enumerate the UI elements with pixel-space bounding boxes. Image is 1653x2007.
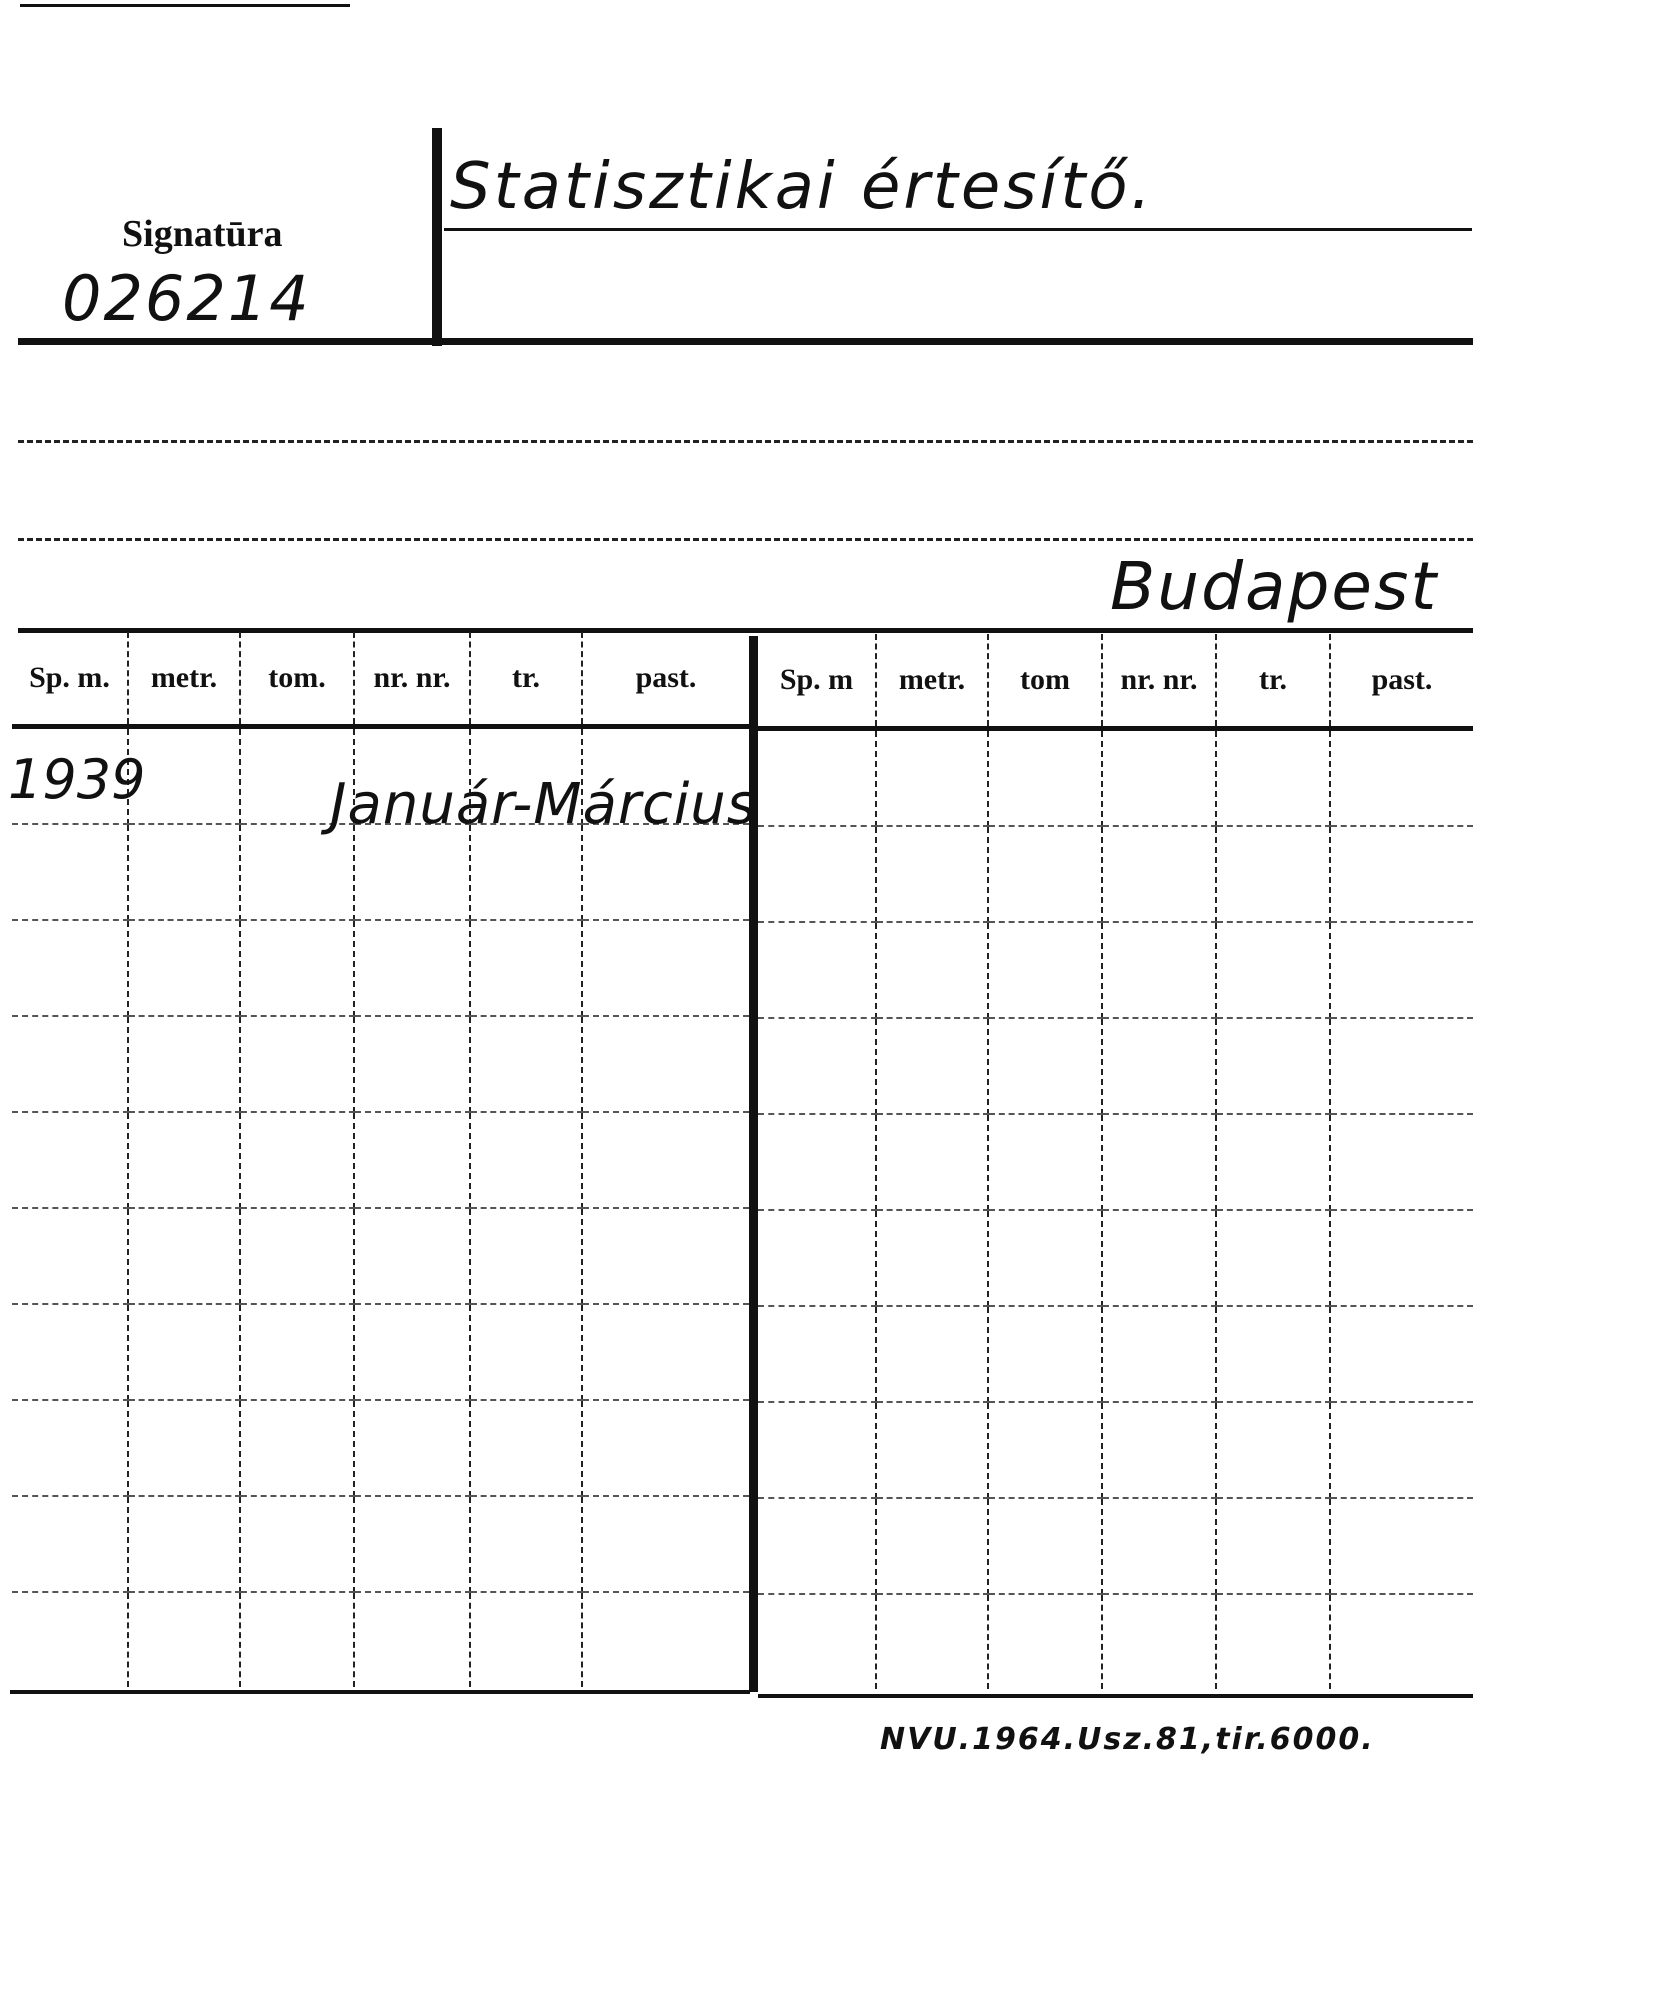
signature-label: Signatūra [122,213,283,255]
entry-year: 1939 [8,748,146,811]
holdings-table-right [758,634,1473,1689]
table-row [758,1594,1473,1689]
table-row [12,824,749,920]
table-row [758,1306,1473,1402]
table-row [758,1210,1473,1306]
table-row [758,1498,1473,1594]
table-row [758,1018,1473,1114]
table-row [12,1400,749,1496]
top-edge-rule [20,4,350,7]
signature-number: 026214 [62,262,311,335]
table-bottom-rule-left [10,1690,750,1694]
table-row [12,1496,749,1592]
table-row [12,920,749,1016]
table-row [758,922,1473,1018]
table-bottom-rule-right [758,1694,1473,1698]
column-header: Sp. m [758,634,876,729]
column-header: tr. [470,632,582,727]
entry-period: Január-Március [330,772,757,837]
table-row [758,1114,1473,1210]
table-row [12,1016,749,1112]
column-header: nr. nr. [1102,634,1216,729]
publication-title: Statisztikai értesítő. [450,150,1154,224]
table-row [758,729,1473,827]
place-name: Budapest [1110,548,1439,625]
column-header: tom. [240,632,354,727]
table-row [12,1592,749,1687]
column-header: tom [988,634,1102,729]
header-divider [432,128,442,346]
blank-line-1 [18,440,1473,443]
table-row [758,1402,1473,1498]
column-header: metr. [876,634,988,729]
title-underline [444,228,1472,231]
table-row [758,826,1473,922]
column-header: metr. [128,632,240,727]
table-header-row [758,634,1473,729]
column-header: past. [582,632,749,727]
column-header: past. [1330,634,1473,729]
table-row [12,1304,749,1400]
table-row [12,1112,749,1208]
column-header: Sp. m. [12,632,128,727]
column-header: tr. [1216,634,1330,729]
printer-note: NVU.1964.Usz.81,tir.6000. [880,1722,1375,1757]
blank-line-2 [18,538,1473,541]
table-header-row [12,632,749,727]
header-rule [18,338,1473,345]
column-header: nr. nr. [354,632,470,727]
table-row [12,1208,749,1304]
